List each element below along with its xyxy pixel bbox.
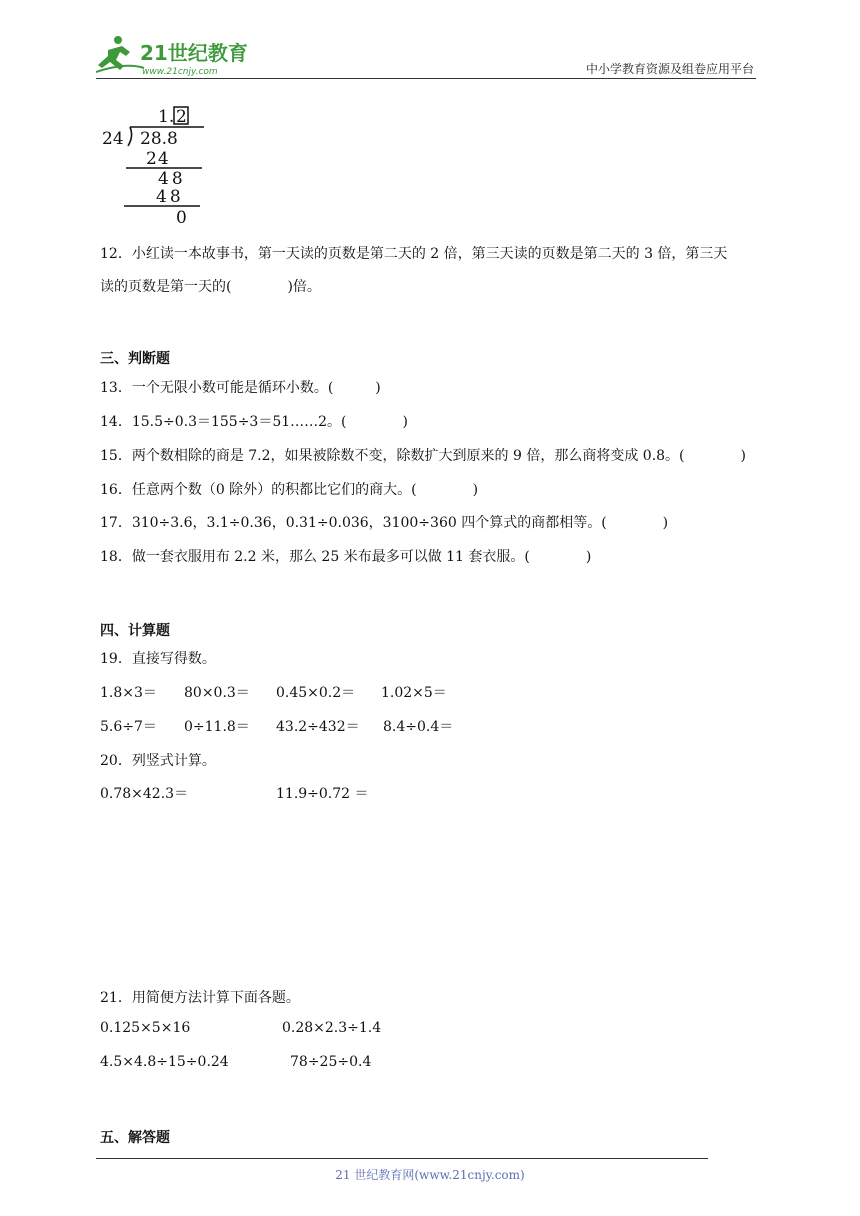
logo-sub-text: www.21cnjy.com	[142, 67, 218, 77]
quotient-ones: 1.	[158, 107, 175, 127]
calc-item: 5.6÷7＝	[100, 719, 157, 735]
calc-item: 0÷11.8＝	[184, 719, 250, 735]
calc-item: 0.78×42.3＝	[100, 786, 189, 802]
section5-title: 五、解答题	[100, 1130, 170, 1146]
quotient-boxed-digit: 2	[176, 107, 187, 127]
platform-title: 中小学教育资源及组卷应用平台	[585, 62, 754, 76]
remainder: 0	[176, 208, 187, 226]
q17: 17．310÷3.6，3.1÷0.36，0.31÷0.036，3100÷360 四个算式的商都相等。( )	[100, 515, 669, 531]
q15: 15．两个数相除的商是 7.2，如果被除数不变，除数扩大到原来的 9 倍，那么商将变成 0.8。( )	[100, 448, 746, 464]
q19: 19．直接写得数。	[100, 651, 216, 667]
logo-main-text: 21世纪教育	[140, 41, 248, 65]
calc-item: 4.5×4.8÷15÷0.24	[100, 1054, 229, 1070]
calc-item: 78÷25÷0.4	[290, 1054, 372, 1070]
q21: 21．用简便方法计算下面各题。	[100, 990, 300, 1006]
long-division-figure	[100, 104, 210, 226]
calc-item: 0.125×5×16	[100, 1020, 191, 1036]
calc-item: 11.9÷0.72 ＝	[276, 786, 369, 802]
section3-title: 三、判断题	[100, 351, 170, 367]
step1: 24	[146, 149, 170, 169]
runner-icon	[96, 36, 144, 72]
q20: 20．列竖式计算。	[100, 753, 216, 769]
q12-line1: 12．小红读一本故事书，第一天读的页数是第二天的 2 倍，第三天读的页数是第二天的 3 倍，第三天	[100, 246, 728, 262]
calc-item: 80×0.3＝	[184, 685, 250, 701]
dividend: 28.8	[140, 129, 178, 149]
step2: 48	[158, 169, 186, 189]
q13: 13．一个无限小数可能是循环小数。( )	[100, 380, 381, 396]
logo	[96, 32, 266, 78]
calc-item: 0.45×0.2＝	[276, 685, 356, 701]
q18: 18．做一套衣服用布 2.2 米，那么 25 米布最多可以做 11 套衣服。( )	[100, 549, 592, 565]
divisor: 24	[102, 129, 124, 149]
q12-line2: 读的页数是第一天的( )倍。	[100, 279, 321, 295]
calc-item: 1.8×3＝	[100, 685, 157, 701]
calc-item: 8.4÷0.4＝	[383, 719, 454, 735]
q14: 14．15.5÷0.3＝155÷3＝51……2。( )	[100, 414, 408, 430]
calc-item: 43.2÷432＝	[276, 719, 360, 735]
step3: 48	[156, 187, 184, 207]
calc-item: 1.02×5＝	[381, 685, 447, 701]
q16: 16．任意两个数（0 除外）的积都比它们的商大。( )	[100, 482, 479, 498]
section4-title: 四、计算题	[100, 623, 170, 639]
calc-item: 0.28×2.3÷1.4	[282, 1020, 382, 1036]
footer-link[interactable]: 21 世纪教育网(www.21cnjy.com)	[335, 1168, 525, 1182]
footer-divider	[96, 1158, 708, 1159]
header-divider	[96, 78, 756, 79]
